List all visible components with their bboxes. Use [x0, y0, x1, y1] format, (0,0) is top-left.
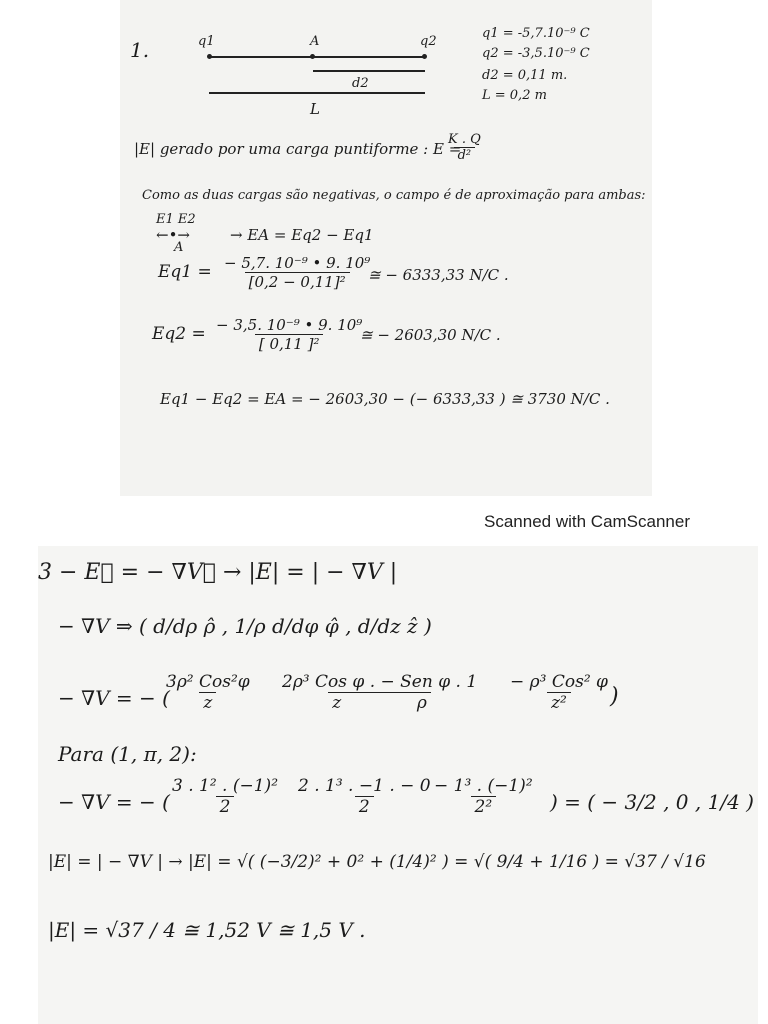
eq2-fraction [212, 316, 366, 353]
final-magnitude: |E| = √37 / 4 ≅ 1,52 V ≅ 1,5 V . [48, 918, 366, 942]
vector-arrows: ←•→ [156, 226, 190, 244]
eq1-numerator: − 5,7. 10⁻⁹ • 9. 10⁹ [224, 254, 371, 272]
line3-term-2-den: z ρ [328, 692, 431, 713]
given-d2: d2 = 0,11 m. [482, 68, 568, 83]
label-q2: q2 [420, 34, 437, 49]
gradient-operator-line: − ∇V ⇒ ( d/dρ ρ̂ , 1/ρ d/dφ φ̂ , d/dz ẑ ) [58, 614, 432, 638]
label-a: A [310, 34, 320, 49]
final-result: Eq1 − Eq2 = EA = − 2603,30 − (− 6333,33 ) ≅ 3730 N/C . [160, 390, 610, 408]
problem-number: 1. [130, 38, 150, 62]
field-formula-den: d² [454, 147, 476, 163]
field-formula-num: K . Q [448, 132, 481, 147]
gradient-line-3-lhs: − ∇V = − ( [58, 686, 170, 710]
given-q2: q2 = -3,5.10⁻⁹ C [482, 46, 590, 61]
line5-term-2-num: 2 . 1³ . −1 . − 0 [298, 776, 431, 796]
eq2-denominator: [ 0,11 ]² [255, 334, 324, 353]
label-q1: q1 [198, 34, 215, 49]
vector-point-a: A [174, 240, 184, 255]
camscanner-watermark: Scanned with CamScanner [484, 512, 691, 531]
line5-term-3 [430, 776, 537, 817]
label-l: L [310, 100, 320, 118]
line5-term-2 [294, 776, 435, 817]
gradient-line-1: 3 − E⃗ = − ∇V⃗ → |E| = | − ∇V | [38, 560, 398, 585]
line3-term-3 [506, 672, 612, 713]
vector-labels: E1 E2 [156, 212, 196, 227]
eq2-numerator: − 3,5. 10⁻⁹ • 9. 10⁹ [216, 316, 363, 334]
field-magnitude-line: |E| = | − ∇V | → |E| = √( (−3/2)² + 0² + (1/4)² ) = √( 9/4 + 1/16 ) = √37 / √16 [48, 852, 706, 872]
scanned-page-1 [120, 0, 652, 496]
segment-q1-q2 [209, 56, 425, 58]
line3-term-1-num: 3ρ² Cos²φ [166, 672, 250, 692]
line3-close-paren: ) [610, 684, 619, 709]
eq2-lhs: Eq2 = [152, 324, 206, 344]
label-d2: d2 [352, 76, 369, 91]
line5-term-1 [168, 776, 282, 817]
line3-term-1 [162, 672, 254, 713]
eq1-result: ≅ − 6333,33 N/C . [368, 266, 509, 284]
field-title-text: |E| gerado por uma carga puntiforme : E = [134, 140, 462, 158]
scanned-page-2 [38, 546, 758, 1024]
field-relation: → EA = Eq2 − Eq1 [230, 226, 374, 244]
line5-term-3-num: − 1³ . (−1)² [434, 776, 533, 796]
line5-term-1-num: 3 . 1² . (−1)² [172, 776, 279, 796]
eq1-denominator: [0,2 − 0,11]² [245, 272, 350, 291]
negative-charges-text: Como as duas cargas são negativas, o campo é de aproximação para ambas: [142, 188, 646, 203]
line5-term-1-den: 2 [216, 796, 235, 817]
evaluation-point: Para (1, π, 2): [58, 742, 197, 766]
line3-term-1-den: z [199, 692, 216, 713]
line5-term-3-den: 2² [471, 796, 497, 817]
eq1-fraction [220, 254, 374, 291]
line5-result: ) = ( − 3/2 , 0 , 1/4 ) [550, 790, 754, 814]
line3-term-3-den: z² [547, 692, 571, 713]
given-q1: q1 = -5,7.10⁻⁹ C [482, 26, 590, 41]
gradient-line-5-lhs: − ∇V = − ( [58, 790, 170, 814]
line3-term-3-num: − ρ³ Cos² φ [510, 672, 608, 692]
eq1-lhs: Eq1 = [158, 262, 212, 282]
line5-term-2-den: 2 [355, 796, 374, 817]
line3-term-2-num: 2ρ³ Cos φ . − Sen φ . 1 [282, 672, 478, 692]
field-formula [444, 132, 485, 163]
eq2-result: ≅ − 2603,30 N/C . [360, 326, 501, 344]
segment-d2 [313, 70, 425, 72]
segment-l [209, 92, 425, 94]
given-l: L = 0,2 m [482, 88, 547, 103]
line3-term-2 [278, 672, 481, 713]
